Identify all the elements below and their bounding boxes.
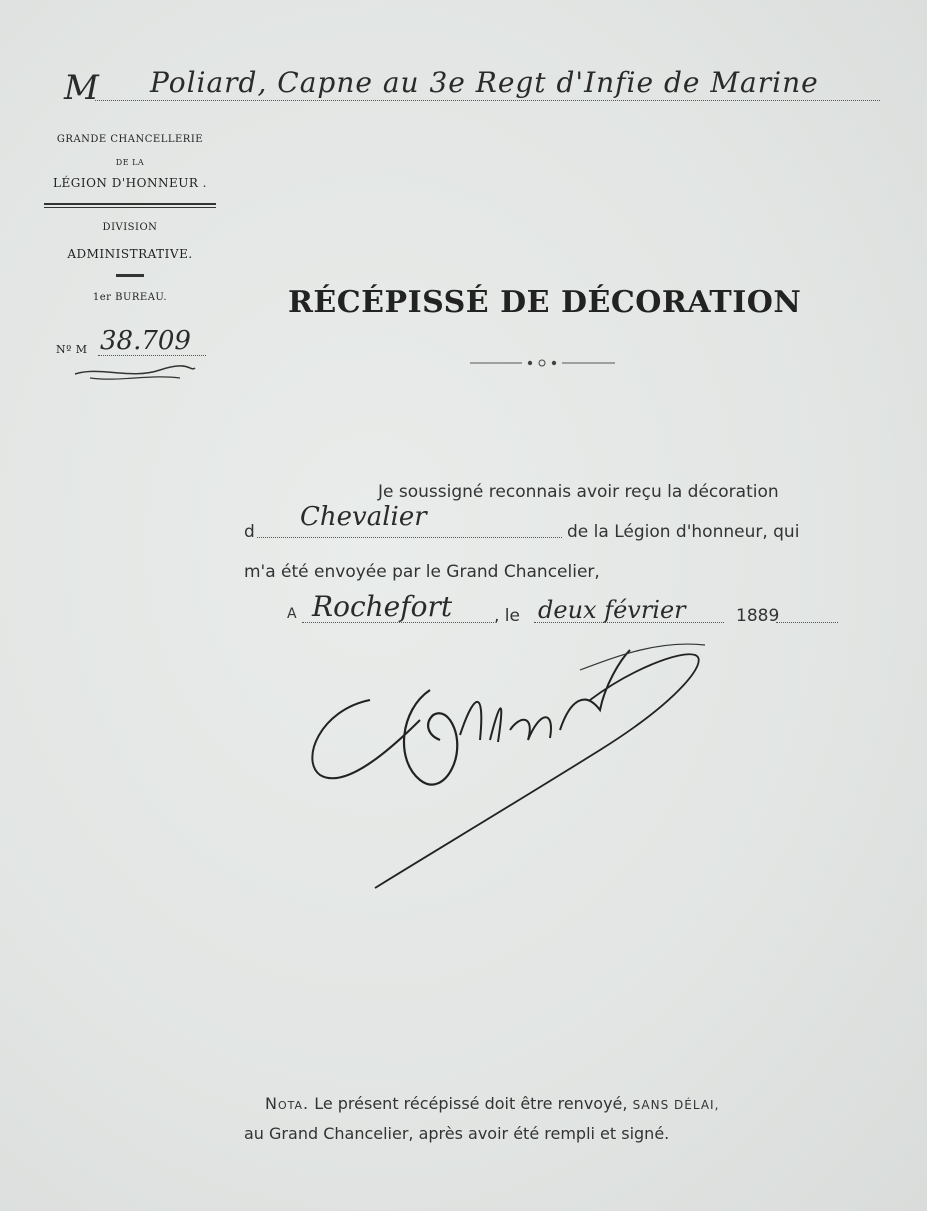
decoration-grade-value: Chevalier <box>300 502 427 532</box>
place-prefix: A <box>287 606 297 622</box>
sidebar-line-legion: LÉGION D'HONNEUR . <box>53 176 207 190</box>
nota-text-1: Le présent récépissé doit être renvoyé, <box>314 1094 628 1113</box>
title-ornament <box>470 356 615 370</box>
sidebar-number-label: Nº M <box>56 343 88 356</box>
addressee-handwritten: Poliard, Capne au 3e Regt d'Infie de Marine <box>150 66 819 99</box>
body-line-1: Je soussigné reconnais avoir reçu la décoration <box>378 482 779 502</box>
nota-line-2: au Grand Chancelier, après avoir été rempli et signé. <box>244 1124 670 1143</box>
nota-emphasis: SANS DÉLAI, <box>632 1098 720 1112</box>
number-underline-flourish <box>70 362 200 384</box>
nota-label: Nota. <box>265 1094 310 1113</box>
addressee-dotted-line <box>95 100 880 101</box>
body-line-3: m'a été envoyée par le Grand Chancelier, <box>244 562 600 582</box>
addressee-prefix: M <box>64 68 99 108</box>
handwritten-signature <box>300 630 720 900</box>
body-line-2-dotted-line <box>257 537 562 538</box>
year-dotted-line <box>776 622 838 623</box>
sidebar-line-division: DIVISION <box>102 222 158 233</box>
date-value: deux février <box>538 596 686 624</box>
sidebar-line-de-la: DE LA <box>115 158 145 167</box>
date-mid: , le <box>494 606 520 626</box>
sidebar-short-rule <box>116 274 144 277</box>
sidebar-number-value: 38.709 <box>100 326 191 356</box>
page-title: RÉCÉPISSÉ DE DÉCORATION <box>288 285 802 320</box>
body-line-2-prefix: d <box>244 522 255 542</box>
place-value: Rochefort <box>312 590 453 623</box>
sidebar-line-administrative: ADMINISTRATIVE. <box>67 247 193 261</box>
sidebar-line-grande-chancellerie: GRANDE CHANCELLERIE <box>56 134 204 145</box>
sidebar-bureau: 1er BUREAU. <box>92 292 168 303</box>
sidebar-double-rule-bottom <box>44 207 216 208</box>
year-value: 1889 <box>736 606 780 626</box>
sidebar-double-rule-top <box>44 203 216 205</box>
body-line-2-suffix: de la Légion d'honneur, qui <box>567 522 800 542</box>
nota-line-1 <box>265 1094 719 1113</box>
